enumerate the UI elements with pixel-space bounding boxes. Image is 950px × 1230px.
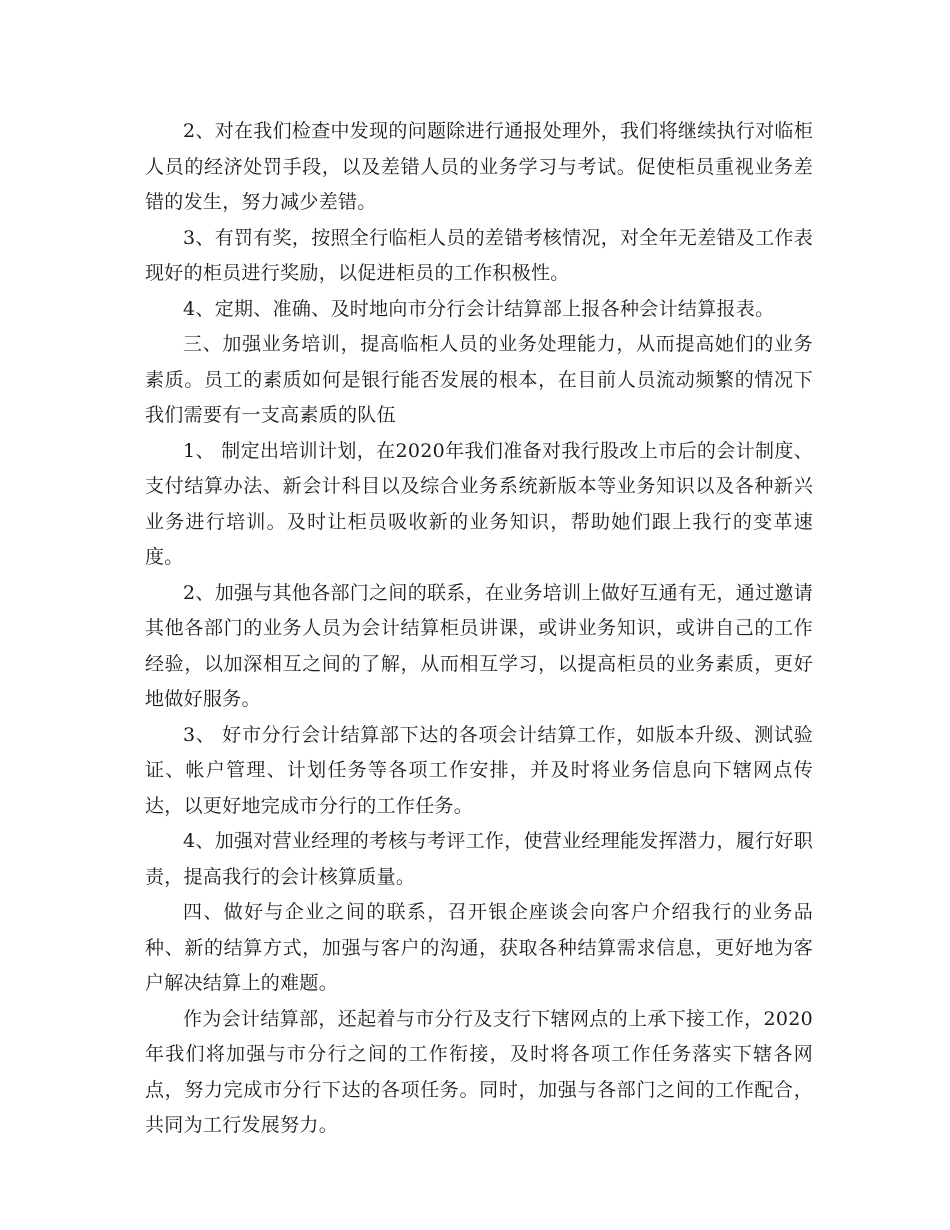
paragraph-rewards: 3、有罚有奖，按照全行临柜人员的差错考核情况，对全年无差错及工作表现好的柜员进行奖励，以促进柜员的工作积极性。 [145, 226, 813, 284]
paragraph-department-liaison: 2、加强与其他各部门之间的联系，在业务培训上做好互通有无，通过邀请其他各部门的业务人员为会计结算柜员讲课，或讲业务知识，或讲自己的工作经验，以加深相互之间的了解，从而相互学习，以提高柜员的业务素质，更好地做好服务。 [145, 581, 813, 710]
paragraph-reporting: 4、定期、准确、及时地向市分行会计结算部上报各种会计结算报表。 [183, 297, 775, 320]
paragraph-branch-tasks: 3、 好市分行会计结算部下达的各项会计结算工作，如版本升级、测试验证、帐户管理、计划任务等各项工作安排，并及时将业务信息向下辖网点传达，以更好地完成市分行的工作任务。 [145, 723, 813, 817]
paragraph-conclusion: 作为会计结算部，还起着与市分行及支行下辖网点的上承下接工作，2020年我们将加强与市分行之间的工作衔接，及时将各项工作任务落实下辖各网点，努力完成市分行下达的各项任务。同时，加强与各部门之间的工作配合，共同为工行发展努力。 [145, 1007, 813, 1136]
paragraph-training-plan: 1、 制定出培训计划，在2020年我们准备对我行股改上市后的会计制度、支付结算办法、新会计科目以及综合业务系统新版本等业务知识以及各种新兴业务进行培训。及时让柜员吸收新的业务知识，帮助她们跟上我行的变革速度。 [145, 439, 813, 568]
paragraph-penalty-measures: 2、对在我们检查中发现的问题除进行通报处理外，我们将继续执行对临柜人员的经济处罚手段，以及差错人员的业务学习与考试。促使柜员重视业务差错的发生，努力减少差错。 [145, 120, 813, 213]
paragraph-manager-assessment: 4、加强对营业经理的考核与考评工作，使营业经理能发挥潜力，履行好职责，提高我行的会计核算质量。 [145, 830, 813, 888]
document-body [145, 114, 813, 1144]
paragraph-enterprise-relations: 四、做好与企业之间的联系，召开银企座谈会向客户介绍我行的业务品种、新的结算方式，加强与客户的沟通，获取各种结算需求信息，更好地为客户解决结算上的难题。 [145, 901, 813, 994]
paragraph-training-heading: 三、加强业务培训，提高临柜人员的业务处理能力，从而提高她们的业务素质。员工的素质如何是银行能否发展的根本，在目前人员流动频繁的情况下我们需要有一支高素质的队伍 [145, 333, 813, 426]
